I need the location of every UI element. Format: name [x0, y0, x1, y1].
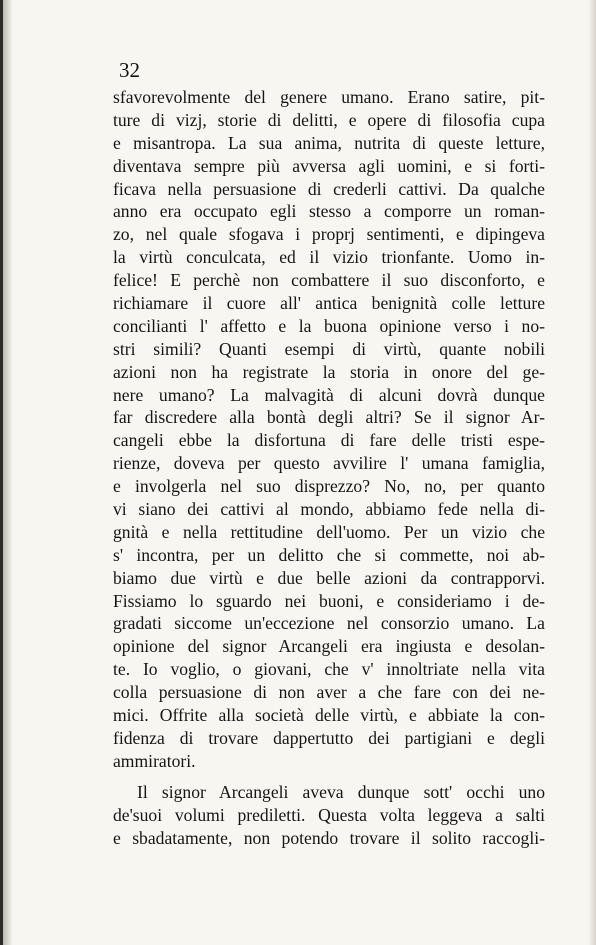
text-line: vi siano dei cattivi al mondo, abbiamo fede nella di-	[113, 499, 545, 520]
text-line: e misantropa. La sua anima, nutrita di queste letture,	[113, 132, 545, 153]
text-line: far discredere alla bontà degli altri? Se il signor Ar-	[113, 407, 545, 428]
text-line: ture di vizj, storie di delitti, e opere di filosofia cupa	[113, 109, 545, 130]
text-line: opinione del signor Arcangeli era ingiusta e desolan-	[113, 636, 545, 657]
text-line: la virtù conculcata, ed il vizio trionfante. Uomo in-	[113, 247, 545, 268]
paragraph-2	[113, 781, 545, 850]
text-line: te. Io voglio, o giovani, che v' innoltriate nella vita	[113, 659, 545, 680]
text-line: gnità e nella rettitudine dell'uomo. Per un vizio che	[113, 521, 545, 542]
text-line: s' incontra, per un delitto che si commette, noi ab-	[113, 544, 545, 565]
text-line: ammiratori.	[113, 750, 196, 771]
text-line: richiamare il cuore all' antica benignità colle letture	[113, 293, 545, 314]
paragraph-1	[113, 86, 545, 773]
text-line: sfavorevolmente del genere umano. Erano satire, pit-	[113, 87, 545, 107]
text-line: e involgerla nel suo disprezzo? No, no, per quanto	[113, 476, 545, 497]
text-line: de'suoi volumi prediletti. Questa volta leggeva a salti	[113, 804, 545, 825]
text-line: fidenza di trovare dappertutto dei partigiani e degli	[113, 727, 545, 748]
paragraph-gap	[113, 773, 545, 781]
text-line: anno era occupato egli stesso a comporre un roman-	[113, 201, 545, 222]
text-line: zo, nel quale sfogava i proprj sentimenti, e dipingeva	[113, 224, 545, 245]
text-line: colla persuasione di non aver a che fare con dei ne-	[113, 682, 545, 703]
text-line: e sbadatamente, non potendo trovare il solito raccogli-	[113, 827, 545, 848]
text-line: mici. Offrite alla società delle virtù, e abbiate la con-	[113, 705, 545, 726]
text-line: biamo due virtù e due belle azioni da contrapporvi.	[113, 567, 545, 588]
text-line: stri simili? Quanti esempi di virtù, quante nobili	[113, 338, 545, 359]
text-line: felice! E perchè non combattere il suo disconforto, e	[113, 270, 545, 291]
text-line: concilianti l' affetto e la buona opinione verso i no-	[113, 315, 545, 336]
text-line: Il signor Arcangeli aveva dunque sott' occhi uno	[137, 781, 545, 802]
text-line: gradati siccome un'eccezione nel consorzio umano. La	[113, 613, 545, 634]
body-text	[113, 86, 545, 849]
text-line: Fissiamo lo sguardo nei buoni, e consideriamo i de-	[113, 590, 545, 611]
page-number: 32	[119, 58, 140, 82]
text-line: ficava nella persuasione di crederli cattivi. Da qualche	[113, 178, 545, 199]
text-line: nere umano? La malvagità di alcuni dovrà dunque	[113, 384, 545, 405]
text-line: cangeli ebbe la disfortuna di fare delle tristi espe-	[113, 430, 545, 451]
text-line: azioni non ha registrate la storia in onore del ge-	[113, 361, 545, 382]
text-line: diventava sempre più avversa agli uomini, e si forti-	[113, 155, 545, 176]
text-line: rienze, doveva per questo avvilire l' umana famiglia,	[113, 453, 545, 474]
